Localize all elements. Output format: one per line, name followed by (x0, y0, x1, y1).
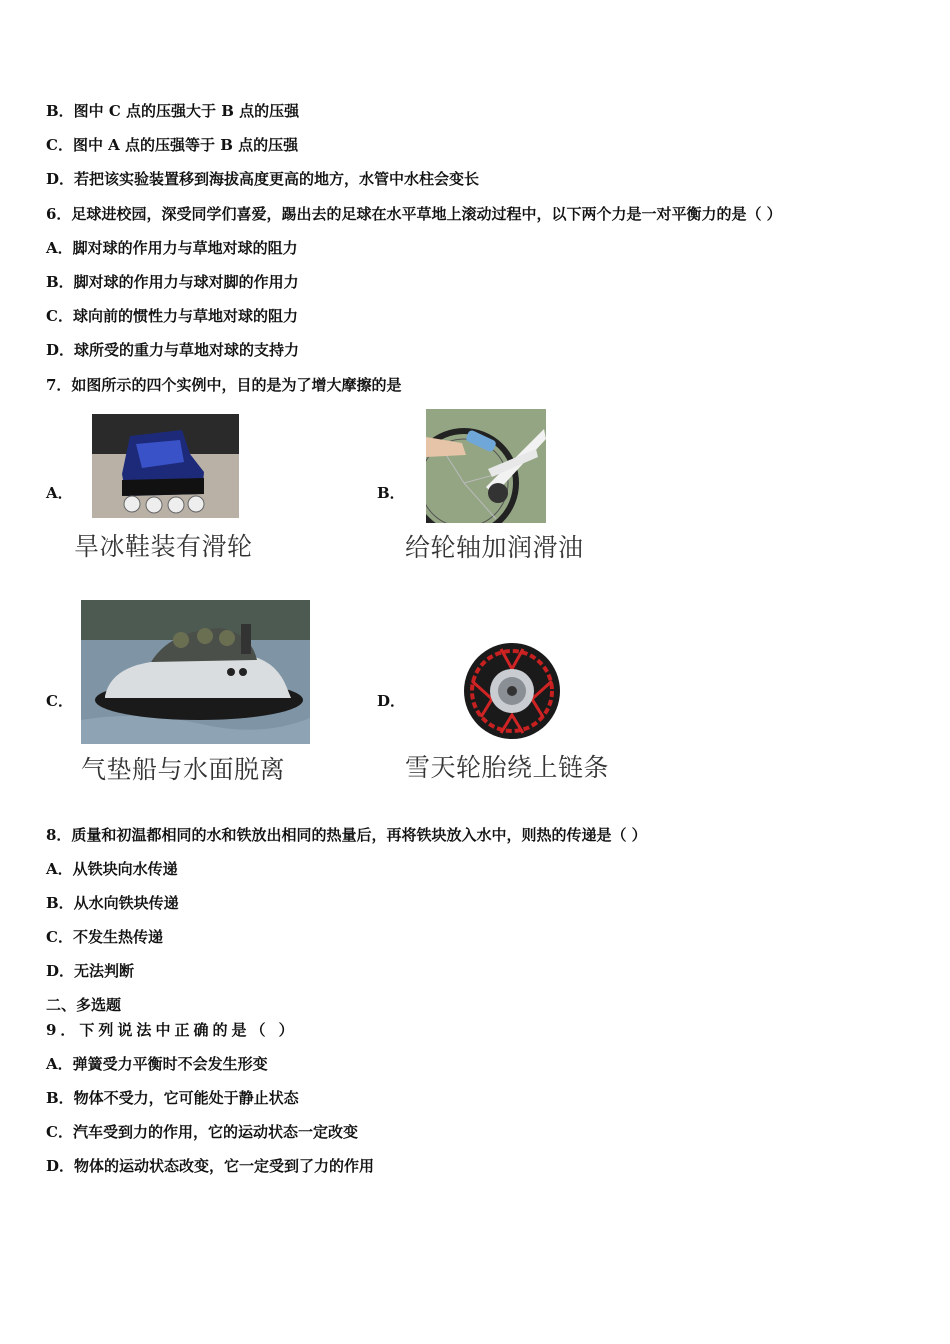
question-7: 7．如图所示的四个实例中，目的是为了增大摩擦的是 (46, 376, 402, 394)
question-8-option-a: A．从铁块向水传递 (46, 860, 178, 878)
question-9-option-c: C．汽车受到力的作用，它的运动状态一定改变 (46, 1123, 358, 1141)
line-c-pressure-a: C．图中 A 点的压强等于 B 点的压强 (46, 136, 299, 154)
question-7-option-a-letter: A． (46, 484, 73, 502)
question-6-option-a: A．脚对球的作用力与草地对球的阻力 (46, 239, 298, 257)
question-8-option-b: B．从水向铁块传递 (46, 894, 179, 912)
question-6: 6．足球进校园，深受同学们喜爱，踢出去的足球在水平草地上滚动过程中，以下两个力是一对平衡力的是（ ） (46, 205, 782, 223)
question-6-option-d: D．球所受的重力与草地对球的支持力 (46, 341, 300, 359)
question-8-option-d: D．无法判断 (46, 962, 135, 980)
inline-skate-image (92, 414, 239, 518)
option-a-caption: 旱冰鞋装有滑轮 (74, 532, 253, 561)
bicycle-oil-image (426, 409, 546, 523)
snow-chain-tire-image (461, 641, 563, 741)
question-8: 8．质量和初温都相同的水和铁放出相同的热量后，再将铁块放入水中，则热的传递是（ ） (46, 826, 647, 844)
question-9: 9．下列说法中正确的是（ ） (46, 1021, 298, 1039)
line-d-altitude: D．若把该实验装置移到海拔高度更高的地方，水管中水柱会变长 (46, 170, 480, 188)
question-9-option-b: B．物体不受力，它可能处于静止状态 (46, 1089, 299, 1107)
line-b-pressure-c: B．图中 C 点的压强大于 B 点的压强 (46, 102, 300, 120)
question-9-option-a: A．弹簧受力平衡时不会发生形变 (46, 1055, 268, 1073)
question-9-option-d: D．物体的运动状态改变，它一定受到了力的作用 (46, 1157, 375, 1175)
option-b-caption: 给轮轴加润滑油 (405, 533, 584, 562)
question-7-option-c-letter: C． (46, 692, 73, 710)
hovercraft-image (81, 600, 310, 744)
question-7-option-b-letter: B． (377, 484, 405, 502)
option-c-caption: 气垫船与水面脱离 (81, 755, 286, 784)
question-6-option-c: C．球向前的惯性力与草地对球的阻力 (46, 307, 298, 325)
option-d-caption: 雪天轮胎绕上链条 (405, 753, 610, 782)
question-7-option-d-letter: D． (377, 692, 406, 710)
question-8-option-c: C．不发生热传递 (46, 928, 163, 946)
section-multiple-choice-heading: 二、多选题 (46, 996, 122, 1014)
question-6-option-b: B．脚对球的作用力与球对脚的作用力 (46, 273, 299, 291)
